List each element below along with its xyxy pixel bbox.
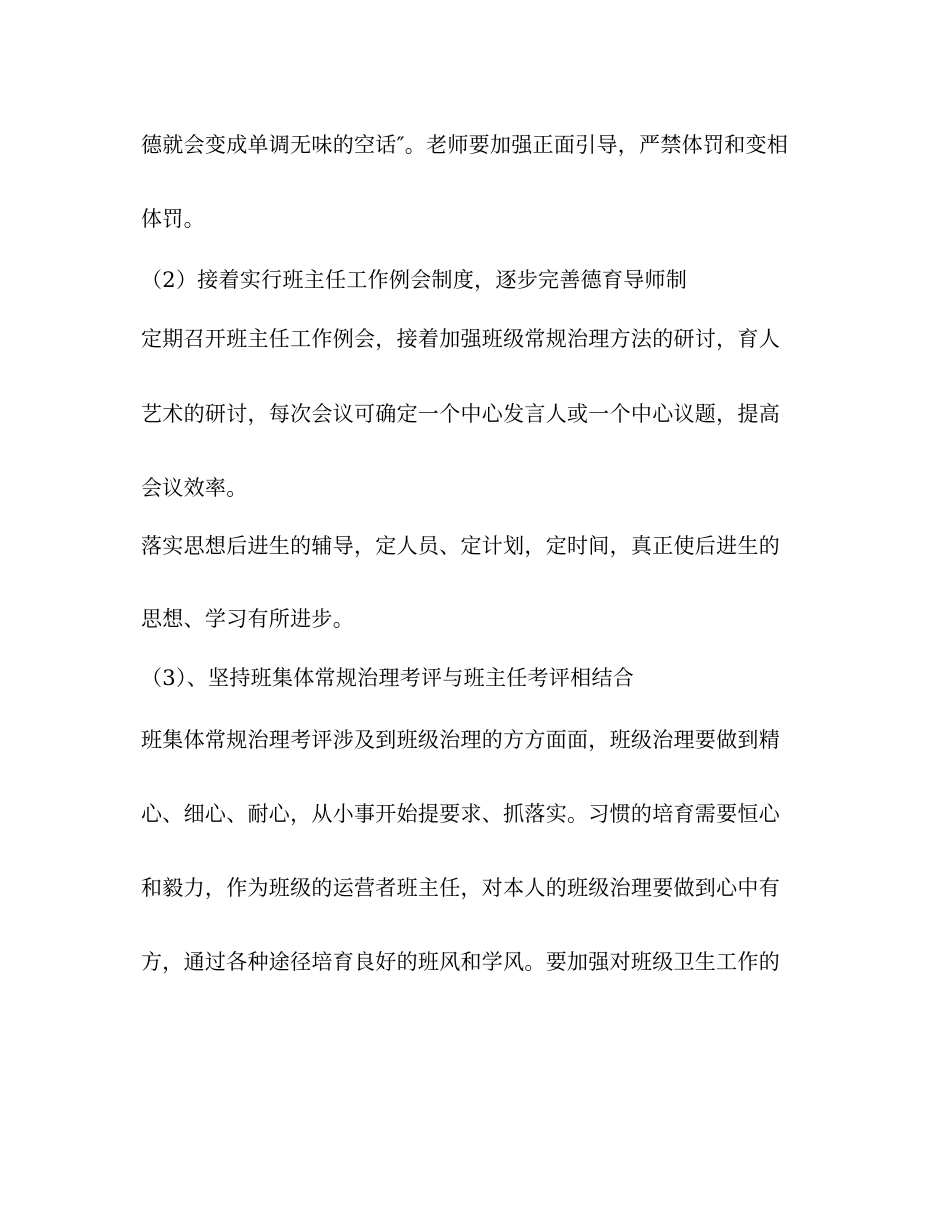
body-text-line: 艺术的研讨，每次会议可确定一个中心发言人或一个中心议题，提高 bbox=[141, 402, 780, 426]
body-text-line: 德就会变成单调无味的空话″。老师要加强正面引导，严禁体罚和变相 bbox=[141, 133, 789, 157]
body-text-line: 定期召开班主任工作例会，接着加强班级常规治理方法的研讨，育人 bbox=[141, 327, 780, 351]
section-heading: （3）、坚持班集体常规治理考评与班主任考评相结合 bbox=[141, 666, 635, 690]
body-text-line: 和毅力，作为班级的运营者班主任，对本人的班级治理要做到心中有 bbox=[141, 876, 780, 900]
section-heading: （2）接着实行班主任工作例会制度，逐步完善德育导师制 bbox=[141, 268, 688, 292]
body-text-line: 会议效率。 bbox=[141, 476, 248, 500]
body-text-line: 心、细心、耐心，从小事开始提要求、抓落实。习惯的培育需要恒心 bbox=[141, 802, 780, 826]
body-text-line: 方，通过各种途径培育良好的班风和学风。要加强对班级卫生工作的 bbox=[141, 950, 780, 974]
body-text-line: 思想、学习有所进步。 bbox=[141, 607, 354, 631]
body-text-line: 落实思想后进生的辅导，定人员、定计划，定时间，真正使后进生的 bbox=[141, 534, 780, 558]
body-text-line: 体罚。 bbox=[141, 207, 205, 231]
body-text-line: 班集体常规治理考评涉及到班级治理的方方面面，班级治理要做到精 bbox=[141, 728, 780, 752]
